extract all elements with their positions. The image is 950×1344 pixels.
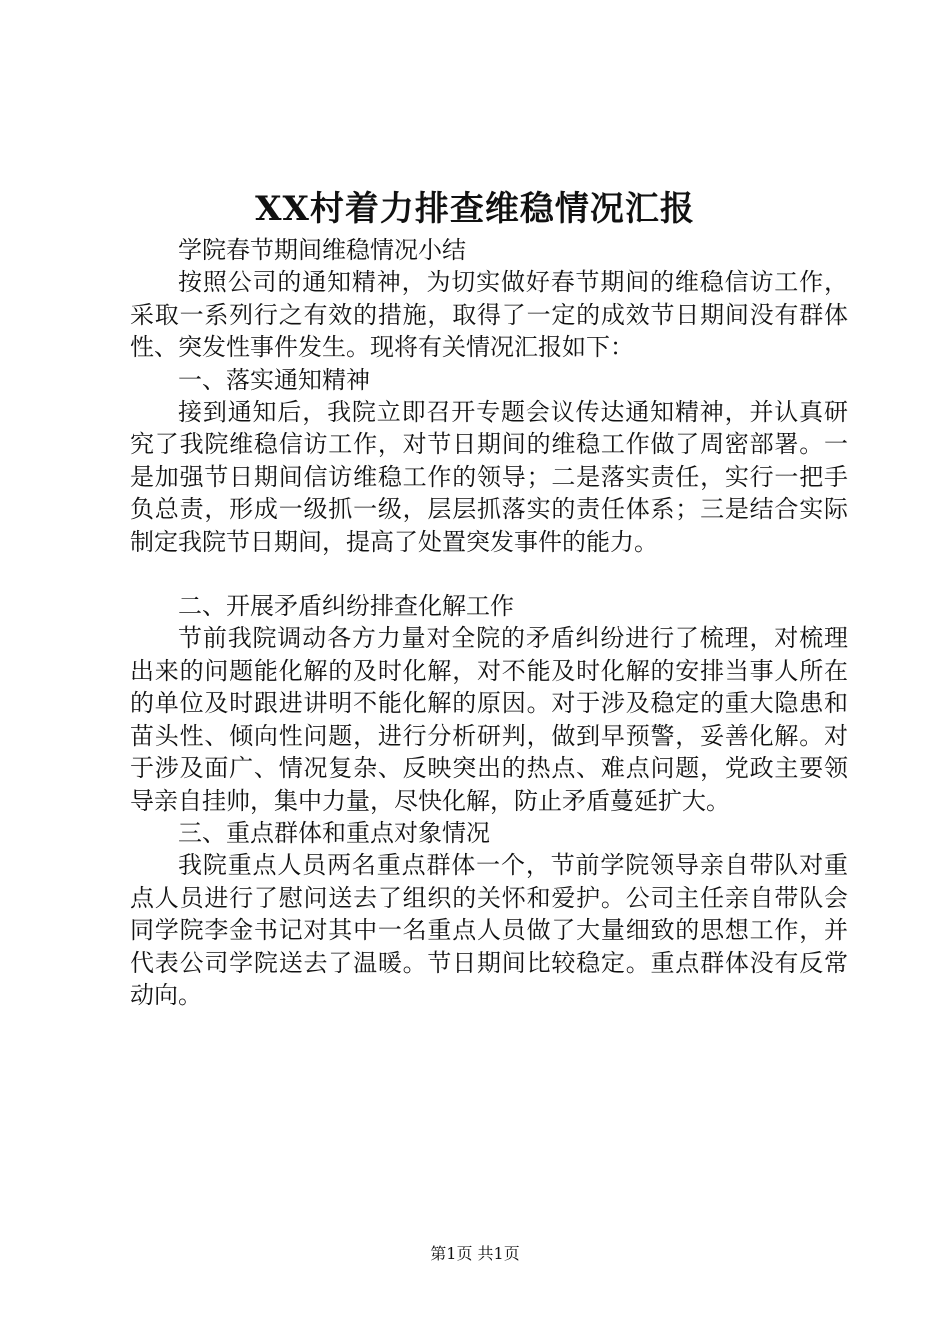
section-heading-1: 一、落实通知精神: [178, 365, 370, 394]
page-number-footer: 第1页 共1页: [430, 1244, 520, 1263]
section-paragraph-1: 接到通知后，我院立即召开专题会议传达通知精神，并认真研究了我院维稳信访工作，对节日期间的维稳工作做了周密部署。一是加强节日期间信访维稳工作的领导；二是落实责任，实行一把手负总责，形成一级抓一级，层层抓落实的责任体系；三是结合实际制定我院节日期间，提高了处置突发事件的能力。: [130, 398, 848, 556]
intro-paragraph: 按照公司的通知精神，为切实做好春节期间的维稳信访工作，采取一系列行之有效的措施，取得了一定的成效节日期间没有群体性、突发性事件发生。现将有关情况汇报如下：: [130, 268, 848, 362]
section-paragraph-3: 我院重点人员两名重点群体一个，节前学院领导亲自带队对重点人员进行了慰问送去了组织的关怀和爱护。公司主任亲自带队会同学院李金书记对其中一名重点人员做了大量细致的思想工作，并代表公司学院送去了温暖。节日期间比较稳定。重点群体没有反常动向。: [130, 851, 848, 1009]
document-body: [130, 234, 848, 1011]
section-paragraph-2: 节前我院调动各方力量对全院的矛盾纠纷进行了梳理，对梳理出来的问题能化解的及时化解，对不能及时化解的安排当事人所在的单位及时跟进讲明不能化解的原因。对于涉及稳定的重大隐患和苗头性、倾向性问题，进行分析研判，做到早预警，妥善化解。对于涉及面广、情况复杂、反映突出的热点、难点问题，党政主要领导亲自挂帅，集中力量，尽快化解，防止矛盾蔓延扩大。: [130, 624, 848, 815]
subtitle-paragraph: 学院春节期间维稳情况小结: [178, 236, 466, 264]
section-heading-3: 三、重点群体和重点对象情况: [178, 818, 490, 847]
document-title: XX村着力排查维稳情况汇报: [255, 189, 695, 229]
section-heading-2: 二、开展矛盾纠纷排查化解工作: [178, 592, 514, 621]
